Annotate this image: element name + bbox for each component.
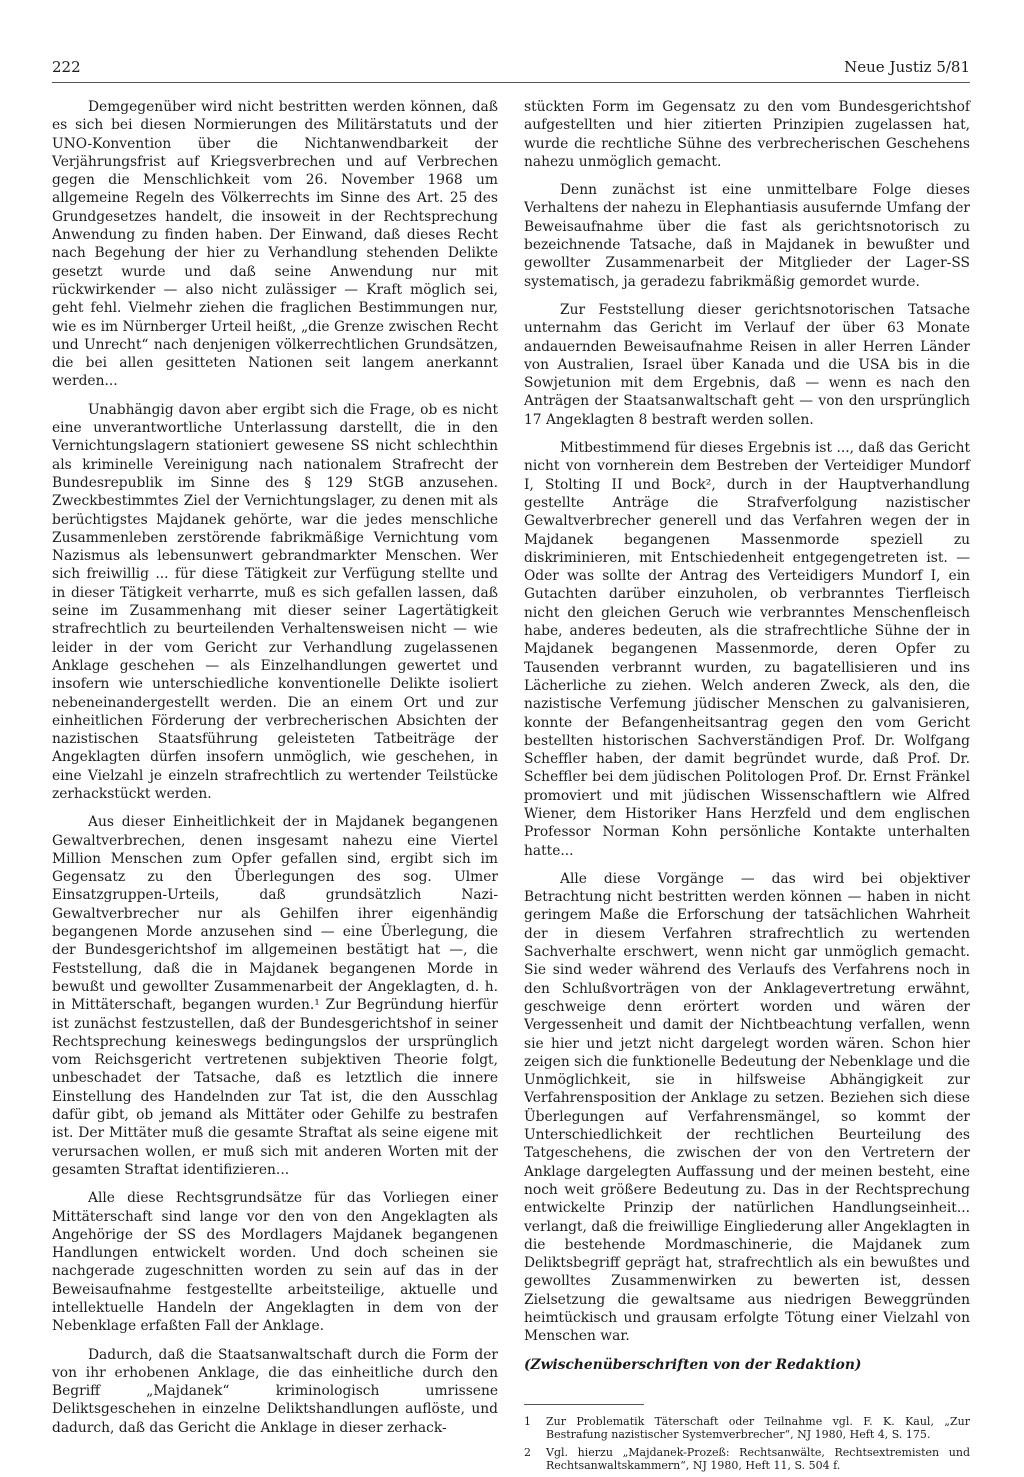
- footnote-text: Vgl. hierzu „Majdanek-Prozeß: Rechtsanwälte, Rechtsextremisten und Rechtsanwaltskammern“, NJ 1980, Heft 11, S. 504 f.: [546, 1445, 970, 1473]
- header-rule: [52, 82, 970, 83]
- editor-note: (Zwischenüberschriften von der Redaktion): [524, 1356, 862, 1373]
- paragraph: Alle diese Rechtsgrundsätze für das Vorliegen einer Mittäterschaft sind lange vor den von den Angeklagten als Angehörige der SS des Mordlagers Majdanek begangenen Handlungen entwickelt worden. Und doch scheinen sie nachgerade zugeschnitten worden zu sein auf das in der Beweisaufnahme festgestellte arbeitsteilige, aktuelle und intellektuelle Handeln der Angeklagten in dem von der Nebenklage erfaßten Fall der Anklage.: [52, 1190, 498, 1335]
- footnote-number: 1: [524, 1414, 531, 1428]
- paragraph: Demgegenüber wird nicht bestritten werden können, daß es sich bei diesen Normierungen des Militärstatuts und der UNO-Konvention über die Nichtanwendbarkeit der Verjährungsfrist auf Kriegsverbrechen und auf Verbrechen gegen die Menschlichkeit vom 26. November 1968 um allgemeine Regeln des Völkerrechts im Sinne des Art. 25 des Grundgesetzes handelt, die insoweit in der Rechtsprechung Anwendung zu finden haben. Der Einwand, daß dieses Recht nach Begehung der hier zu Verhandlung stehenden Delikte gesetzt wurde und daß seine Anwendung nur mit rückwirkender — also nicht zulässiger — Kraft möglich sei, geht fehl. Vielmehr ziehen die fraglichen Bestimmungen nur, wie es im Nürnberger Urteil heißt, „die Grenze zwischen Recht und Unrecht“ nach denjenigen völkerrechtlichen Grundsätzen, die bei allen gesitteten Nationen seit langem anerkannt werden...: [52, 99, 498, 390]
- paragraph: Aus dieser Einheitlichkeit der in Majdanek begangenen Gewaltverbrechen, denen insgesamt nahezu eine Viertel Million Menschen zum Opfer gefallen sind, ergibt sich im Gegensatz zu den Überlegungen des sog. Ulmer Einsatzgruppen-Urteils, daß grundsätzlich Nazi-Gewaltverbrecher nur als Gehilfen ihrer eigenhändig begangenen Morde anzusehen sind — eine Überlegung, die der Bundesgerichtshof im allgemeinen bestätigt hat —, die Feststellung, daß die in Majdanek begangenen Morde in bewußt und gewollter Zusammenarbeit der Angeklagten, d. h. in Mittäterschaft, begangen wurden.¹ Zur Begründung hierfür ist zunächst festzustellen, daß der Bundesgerichtshof in seiner Rechtsprechung keineswegs bedingungslos der ursprünglich vom Reichsgericht vertretenen subjektiven Theorie folgt, unbeschadet der Tatsache, daß es letztlich die innere Einstellung des Handelnden zur Tat ist, die den Ausschlag dafür gibt, ob jemand als Mittäter oder Gehilfe zu bestrafen ist. Der Mittäter muß die gesamte Straftat als seine eigene mit verursachen wollen, er muß sich mit anderen Worten mit der gesamten Straftat identifizieren...: [52, 814, 498, 1178]
- page-header: [52, 58, 970, 80]
- paragraph: Alle diese Vorgänge — das wird bei objektiver Betrachtung nicht bestritten werden können — haben in nicht geringem Maße die Erforschung der tatsächlichen Wahrheit der in diesem Verfahren strafrechtlich zu wertenden Sachverhalte erschwert, wenn nicht gar unmöglich gemacht. Sie sind weder während des Verlaufs des Verfahrens noch in den Schlußvorträgen von der Anklagevertretung erwähnt, geschweige denn erörtert worden und wären der Vergessenheit und damit der Nichtbeachtung verfallen, wenn sie hier und jetzt nicht dargelegt worden wären. Schon hier zeigen sich die funktionelle Bedeutung der Nebenklage und die Unmöglichkeit, sie in hilfsweise Abhängigkeit zur Verfahrensposition der Anklage zu setzen. Beziehen sich diese Überlegungen auf Verfahrensmängel, so kommt der Unterschiedlichkeit der rechtlichen Beurteilung des Tatgeschehens, die zwischen der von den Vertretern der Anklage dargelegten Auffassung und der meinen besteht, eine noch weit größere Bedeutung zu. Das in der Rechtsprechung entwickelte Prinzip der natürlichen Handlungseinheit... verlangt, daß die freiwillige Eingliederung aller Angeklagten in die bestehende Mordmaschinerie, die Majdanek zum Deliktsbegriff geprägt hat, strafrechtlich als ein bewußtes und gewolltes Zusammenwirken zu bewerten ist, dessen Zielsetzung die gewaltsame aus niedrigen Beweggründen heimtückisch und grausam erfolgte Tötung einer Vielzahl von Menschen war.: [524, 870, 970, 1345]
- right-column: [524, 98, 970, 1477]
- paragraph: Dadurch, daß die Staatsanwaltschaft durch die Form der von ihr erhobenen Anklage, die das einheitliche durch den Begriff „Majdanek“ kriminologisch umrissene Deliktsgeschehen in einzelne Deliktshandlungen auflöste, und dadurch, daß das Gericht die Anklage in dieser zerhack-: [52, 1346, 498, 1436]
- footnote-number: 2: [524, 1445, 531, 1459]
- page-number: 222: [52, 58, 81, 76]
- left-column: [52, 98, 498, 1447]
- paragraph: Denn zunächst ist eine unmittelbare Folge dieses Verhaltens der nahezu in Elephantiasis ausufernde Umfang der Beweisaufnahme über die fast als gerichtsnotorisch zu bezeichnende Tatsache, daß in Majdanek in bewußter und gewollter Zusammenarbeit der Mitglieder der Lager-SS systematisch, ja geradezu fabrikmäßig gemordet wurde.: [524, 182, 970, 290]
- journal-title: Neue Justiz 5/81: [844, 58, 970, 76]
- paragraph: Unabhängig davon aber ergibt sich die Frage, ob es nicht eine unverantwortliche Unterlassung darstellt, die in den Vernichtungslagern stationiert gewesene SS nicht schlechthin als kriminelle Vereinigung nach nationalem Strafrecht der Bundesrepublik im Sinne des § 129 StGB anzusehen. Zweckbestimmtes Ziel der Vernichtungslager, zu denen mit als berüchtigstes Majdanek gehörte, war die jedes menschliche Zusammenleben zerstörende fabrikmäßige Vernichtung vom Nazismus als lebensunwert gebrandmarkter Menschen. Wer sich freiwillig ... für diese Tätigkeit zur Verfügung stellte und in dieser Tätigkeit verharrte, muß es sich gefallen lassen, daß seine im Zusammenhang mit dieser seiner Lagertätigkeit strafrechtlich zu beurteilenden Verhaltensweisen nicht — wie leider in der vom Gericht zur Verhandlung zugelassenen Anklage geschehen — als Einzelhandlungen gewertet und insofern wie unterschiedliche konventionelle Delikte isoliert nebeneinandergestellt werden. Die an einem Ort und zur einheitlichen Förderung der verbrecherischen Absichten der nazistischen Staatsführung geleisteten Tatbeiträge der Angeklagten dürfen insofern unmöglich, wie geschehen, in eine Vielzahl je einzeln strafrechtlich zu wertender Teilstücke zerhackstückt werden.: [52, 401, 498, 802]
- paragraph: Zur Feststellung dieser gerichtsnotorischen Tatsache unternahm das Gericht im Verlauf der über 63 Monate andauernden Beweisaufnahme Reisen in aller Herren Länder von Australien, Israel über Kanada und die USA bis in die Sowjetunion mit dem Ergebnis, daß — wenn es nach den Anträgen der Staatsanwaltschaft geht — von den ursprünglich 17 Angeklagten 8 bestraft werden sollen.: [524, 301, 970, 428]
- footnote: [524, 1415, 970, 1442]
- footnote-text: Zur Problematik Täterschaft oder Teilnahme vgl. F. K. Kaul, „Zur Bestrafung nazistischer Systemverbrecher“, NJ 1980, Heft 4, S. 175.: [546, 1414, 970, 1442]
- paragraph: Mitbestimmend für dieses Ergebnis ist ..., daß das Gericht nicht von vornherein dem Bestreben der Verteidiger Mundorf I, Stolting II und Bock², durch in der Hauptverhandlung gestellte Anträge die Strafverfolgung nazistischer Gewaltverbrecher generell und das Verfahren wegen der in Majdanek begangenen Massenmorde speziell zu diskriminieren, mit Entschiedenheit entgegengetreten ist. — Oder was sollte der Antrag des Verteidigers Mundorf I, ein Gutachten darüber einzuholen, ob verbranntes Tierfleisch nicht den gleichen Geruch wie verbranntes Menschenfleisch habe, anderes bedeuten, als die strafrechtliche Sühne der in Majdanek begangenen Massenmorde, deren Opfer zu Tausenden verbrannt wurden, zu bagatellisieren und ins Lächerliche zu ziehen. Welch anderen Zweck, als den, die nazistische Verfemung jüdischer Menschen zu galvanisieren, konnte der Befangenheitsantrag gegen den vom Gericht bestellten historischen Sachverständigen Prof. Dr. Wolfgang Scheffler haben, der damit begründet wurde, daß Prof. Dr. Scheffler bei dem jüdischen Politologen Prof. Dr. Ernst Fränkel promoviert und mit jüdischen Wissenschaftlern wie Alfred Wiener, dem Historiker Hans Herzfeld und dem englischen Professor Norman Kohn persönliche Kontakte unterhalten hatte...: [524, 440, 970, 859]
- footnote-rule: [524, 1404, 644, 1405]
- paragraph-continuation: stückten Form im Gegensatz zu den vom Bundesgerichtshof aufgestellten und hier zitierten Prinzipien zugelassen hat, wurde die rechtliche Sühne des verbrecherischen Geschehens nahezu unmöglich gemacht.: [524, 99, 970, 170]
- footnote: [524, 1446, 970, 1473]
